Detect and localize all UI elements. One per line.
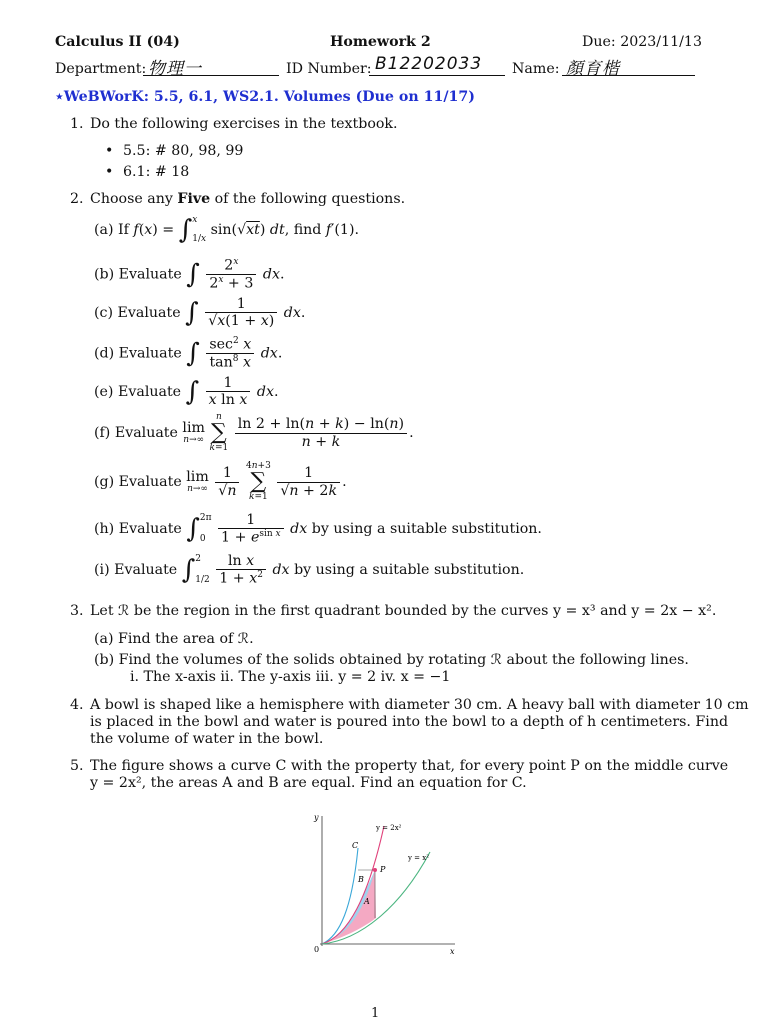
name-value: 顏育楷: [566, 59, 620, 79]
point-p: [373, 868, 377, 872]
q5-line-1: The figure shows a curve C with the property that, for every point P on the middle curve: [90, 758, 729, 774]
department-label: Department:: [55, 61, 147, 77]
name-label: Name:: [512, 61, 560, 77]
id-underline: [369, 75, 505, 76]
q1-text: Do the following exercises in the textbook.: [90, 116, 398, 132]
q4-line-3: the volume of water in the bowl.: [90, 731, 324, 747]
q3-number: 3.: [70, 603, 84, 619]
curve-c-label: C: [352, 841, 359, 850]
department-value: 物理一: [148, 59, 202, 79]
q2c: (c) Evaluate ∫ $\frac{1}{√x(1 + x)}$ dx.: [94, 296, 306, 330]
region-a-label: A: [364, 897, 370, 906]
y-axis-label: y: [314, 813, 319, 822]
department-underline: [143, 75, 279, 76]
q2f: (f) Evaluate lim n→∞ n ∑ k=1 $\frac{\ln 2 + \ln(n + k) - \ln(n)}{n + k}$ .: [94, 412, 414, 453]
point-p-label: P: [380, 865, 386, 874]
curve-low: [322, 852, 430, 944]
q2g: (g) Evaluate lim n→∞ $\frac{1}{√n}$ 4n+3 ∑ k=1 $\frac{1}{√n + 2k}$ .: [94, 461, 347, 502]
q2e: (e) Evaluate ∫ $\frac{1}{\text{x ln x}}$ dx.: [94, 375, 279, 409]
due-date: Due: 2023/11/13: [582, 34, 702, 50]
q2-text: Choose any Five of the following questions.: [90, 191, 406, 207]
page-number: 1: [371, 1006, 380, 1021]
q2-number: 2.: [70, 191, 84, 207]
q3-text: Let ℛ be the region in the first quadrant bounded by the curves y = x³ and y = 2x − x².: [90, 603, 717, 619]
q3b-list: i. The x-axis ii. The y-axis iii. y = 2 iv. x = −1: [130, 669, 451, 685]
q1-number: 1.: [70, 116, 84, 132]
region-a-fill: [322, 870, 376, 944]
q5-number: 5.: [70, 758, 84, 774]
webwork-heading: ⋆WeBWorK: 5.5, 6.1, WS2.1. Volumes (Due on 11/17): [55, 89, 475, 105]
q2a: (a) If f(x) = ∫ x 1/x sin(√xt) dt, find f′(1).: [94, 215, 359, 245]
q3a: (a) Find the area of ℛ.: [94, 631, 254, 647]
curves-figure: [300, 808, 460, 960]
q2b: (b) Evaluate ∫ $\frac{2^x}{2^x + 3}$ dx.: [94, 257, 285, 292]
q3b: (b) Find the volumes of the solids obtained by rotating ℛ about the following lines.: [94, 652, 689, 668]
course-title: Calculus II (04): [55, 34, 180, 50]
q1-bullet-1: • 5.5: # 80, 98, 99: [105, 143, 244, 159]
region-b-label: B: [358, 875, 364, 884]
q2i: (i) Evaluate ∫ 2 1/2 $\frac{\text{ln x}}{1 + x^2}$ dx by using a suitable substitution.: [94, 553, 525, 588]
name-underline: [562, 75, 695, 76]
q4-line-2: is placed in the bowl and water is poured into the bowl to a depth of h centimeters. Find: [90, 714, 729, 730]
x-axis-label: x: [450, 947, 455, 956]
id-value: B12202033: [375, 54, 483, 74]
q5-line-2: y = 2x², the areas A and B are equal. Find an equation for C.: [90, 775, 527, 791]
q4-number: 4.: [70, 697, 84, 713]
curve-mid-label: y = 2x²: [376, 824, 402, 832]
homework-title: Homework 2: [330, 34, 431, 50]
curve-low-label: y = x²: [408, 854, 430, 862]
id-label: ID Number:: [286, 61, 372, 77]
q4-line-1: A bowl is shaped like a hemisphere with diameter 30 cm. A heavy ball with diameter 10 cm: [90, 697, 749, 713]
origin-label: 0: [314, 945, 320, 954]
q1-bullet-2: • 6.1: # 18: [105, 164, 190, 180]
q2d: (d) Evaluate ∫ $\frac{\sec^2 x}{\tan^8 x}$ dx.: [94, 336, 283, 371]
q2h: (h) Evaluate ∫ 2π 0 $\frac{1}{1 + e^{sin x}}$ dx by using a suitable substitution.: [94, 512, 542, 547]
